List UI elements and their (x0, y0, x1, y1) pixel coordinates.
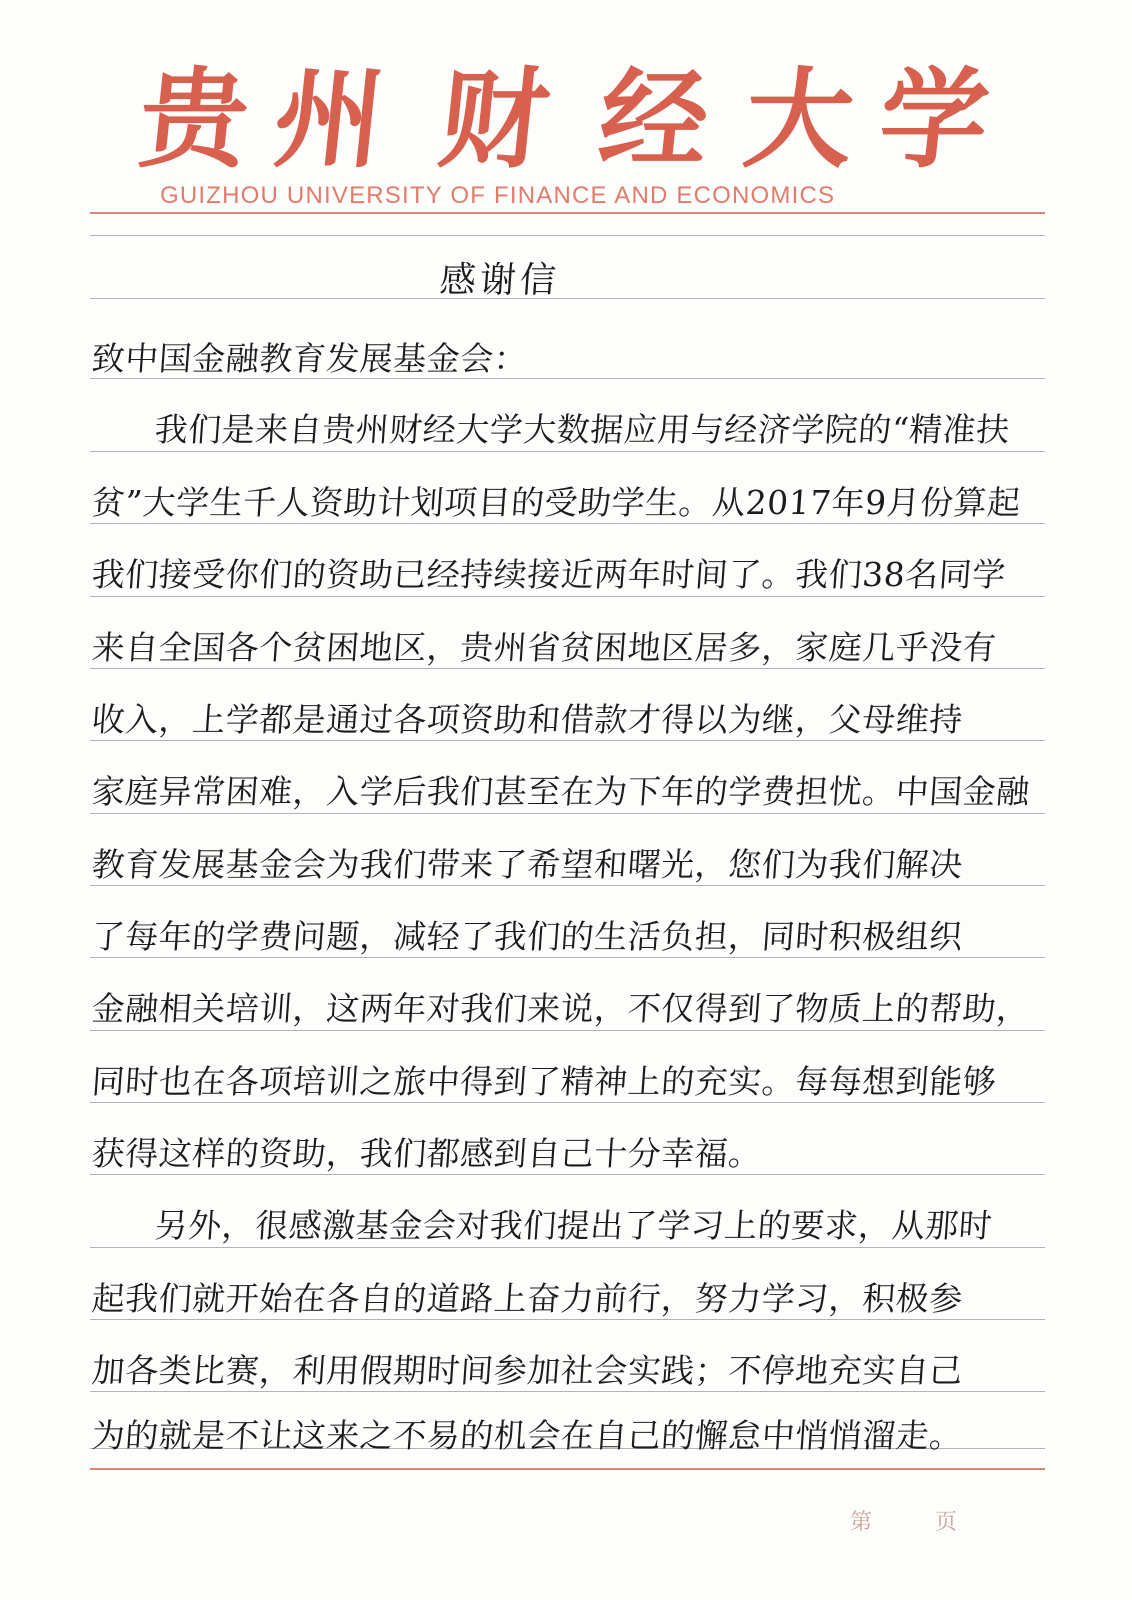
letter-line: 家庭异常困难，入学后我们甚至在为下年的学费担忧。中国金融 (90, 772, 1032, 811)
letter-line: 收入，上学都是通过各项资助和借款才得以为继，父母维持 (90, 700, 965, 739)
letter-line: 加各类比赛，利用假期时间参加社会实践；不停地充实自己 (90, 1351, 965, 1390)
logo-char: 大 (738, 57, 860, 183)
letter-title: 感谢信 (438, 260, 562, 301)
logo-char: 财 (433, 57, 555, 183)
header-rule (90, 212, 1045, 214)
ruled-line (90, 596, 1045, 597)
logo-char: 贵 (133, 57, 255, 183)
letter-line: 起我们就开始在各自的道路上奋力前行，努力学习，积极参 (90, 1279, 965, 1318)
letter-line: 贫”大学生千人资助计划项目的受助学生。从2017年9月份算起 (90, 483, 1023, 522)
ruled-line (90, 451, 1045, 452)
salutation: 致中国金融教育发展基金会： (90, 339, 529, 378)
letter-line: 金融相关培训，这两年对我们来说，不仅得到了物质上的帮助， (90, 989, 1032, 1028)
ruled-line (90, 1030, 1045, 1031)
page-number-prefix: 第 (850, 1510, 873, 1535)
university-english-name: GUIZHOU UNIVERSITY OF FINANCE AND ECONOMICS (160, 182, 836, 209)
letter-line: 了每年的学费问题，减轻了我们的生活负担，同时积极组织 (90, 917, 965, 956)
logo-char: 经 (593, 57, 715, 183)
letter-line: 同时也在各项培训之旅中得到了精神上的充实。每每想到能够 (90, 1062, 998, 1101)
ruled-line (90, 813, 1045, 814)
letter-line: 另外，很感激基金会对我们提出了学习上的要求，从那时 (153, 1206, 994, 1245)
letter-line: 为的就是不让这来之不易的机会在自己的懈怠中悄悄溜走。 (90, 1416, 965, 1455)
logo-char: 州 (268, 57, 390, 183)
university-logo (0, 55, 1132, 185)
ruled-line (90, 298, 1045, 299)
letter-line: 来自全国各个贫困地区，贵州省贫困地区居多，家庭几乎没有 (90, 628, 998, 667)
ruled-line (90, 235, 1045, 236)
page-number-suffix: 页 (935, 1510, 958, 1535)
footer-rule (90, 1468, 1045, 1470)
letter-line: 教育发展基金会为我们带来了希望和曙光，您们为我们解决 (90, 845, 965, 884)
letter-line: 获得这样的资助，我们都感到自己十分幸福。 (90, 1134, 764, 1173)
letter-line: 我们是来自贵州财经大学大数据应用与经济学院的“精准扶 (153, 410, 1012, 449)
ruled-line (90, 1247, 1045, 1248)
logo-char: 学 (873, 57, 995, 183)
letter-line: 我们接受你们的资助已经持续接近两年时间了。我们38名同学 (90, 555, 1008, 594)
